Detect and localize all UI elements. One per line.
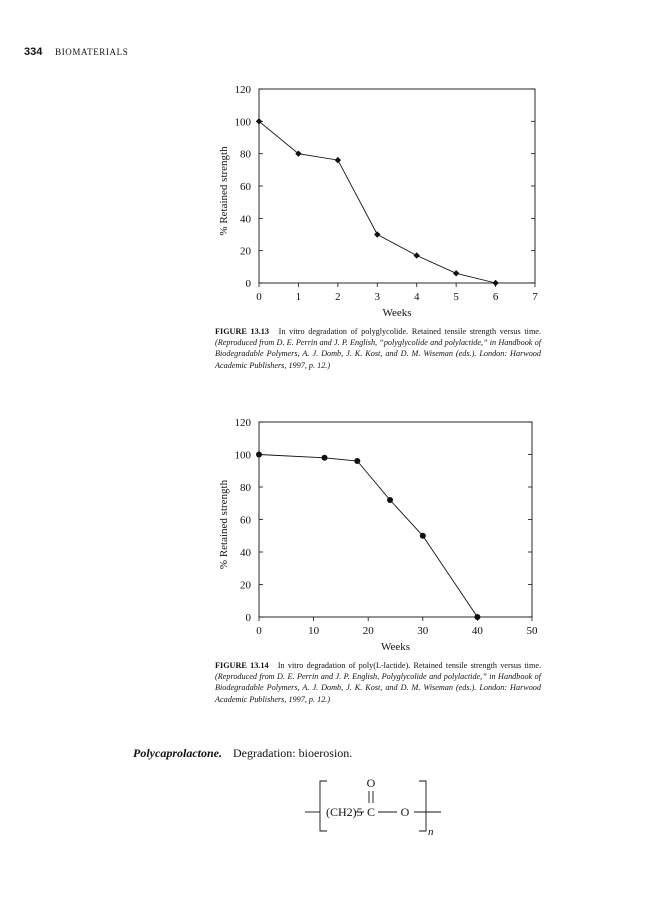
section-title: Polycaprolactone. [133,746,222,760]
y-tick-label: 100 [234,116,251,129]
y-tick-label: 60 [240,514,251,527]
x-tick-label: 3 [374,291,381,303]
x-tick-label: 10 [308,625,320,637]
y-tick-label: 80 [240,148,251,161]
data-point [354,458,360,464]
bracket-right [419,781,426,831]
data-point [420,533,426,539]
y-tick-label: 80 [240,482,251,494]
x-tick-label: 7 [532,291,538,303]
y-tick-label: 60 [240,181,251,193]
x-tick-label: 4 [413,291,420,303]
x-tick-label: 50 [526,625,538,637]
x-tick-label: 30 [417,625,429,637]
figure-label: FIGURE 13.13 [215,327,269,336]
figure-caption-13-14 [215,660,541,705]
carbonyl-oxygen: O [366,776,376,790]
data-point [492,280,498,286]
x-tick-label: 6 [492,291,499,303]
page-number: 334 [24,46,43,58]
y-tick-label: 20 [240,579,251,592]
y-axis-label: % Retained strength [218,479,230,570]
y-tick-label: 0 [245,278,251,290]
section-paragraph [133,746,352,761]
data-point [335,157,341,163]
figure-label: FIGURE 13.14 [215,661,269,670]
data-point [474,614,480,620]
ch2-group: (CH2)5 [326,805,363,819]
y-tick-label: 20 [240,245,251,258]
x-tick-label: 5 [453,291,459,303]
data-point [453,270,459,276]
data-point [387,497,393,503]
y-tick-label: 100 [234,449,251,462]
data-point [374,231,380,237]
caption-text: In vitro degradation of poly(L-lactide). Retained tensile strength versus time. [277,661,542,670]
caption-source: (Reproduced from D. E. Perrin and J. P. English, “polyglycolide and polylactide,” in Handbook of Biodegradable Polymers, A. J. Domb, J. K. Kost, and D. M. Wiseman (eds.). London: Harwood Academic Publishers, 1997, p. 12.) [215,338,541,370]
ester-oxygen: O [400,805,410,819]
chart-polyglycolide [0,0,669,330]
carbon-atom: C [366,805,376,819]
running-title: BIOMATERIALS [55,47,129,57]
data-point [414,252,420,258]
data-point [256,452,262,458]
caption-text: In vitro degradation of polyglycolide. Retained tensile strength versus time. [278,327,541,336]
caption-source: (Reproduced from D. E. Perrin and J. P. English, Polyglycolide and polylactide,” in Handbook of Biodegradable Polymers, A. J. Domb, J. K. Kost, and D. M. Wiseman (eds.). London: Harwood Academic Publishers, 1997, p. 12.) [215,672,541,704]
chemical-formula [300,775,470,845]
repeat-subscript: n [428,826,434,838]
y-tick-label: 40 [240,213,251,226]
y-tick-label: 40 [240,547,251,559]
x-tick-label: 0 [256,291,262,303]
y-tick-label: 0 [245,612,251,624]
x-tick-label: 20 [362,625,374,637]
x-axis-label: Weeks [380,641,411,653]
x-tick-label: 2 [335,291,341,303]
data-point [322,455,328,461]
chart-poly-l-lactide [0,335,669,665]
y-tick-label: 120 [234,417,251,429]
plot-frame [259,89,535,283]
x-axis-label: Weeks [382,307,412,319]
y-tick-label: 120 [234,84,251,96]
x-tick-label: 0 [256,625,262,637]
plot-frame [259,422,532,617]
section-text: Degradation: bioerosion. [232,746,353,760]
y-axis-label: % Retained strength [218,146,230,236]
x-tick-label: 1 [295,291,302,303]
series-line [259,455,477,618]
series-line [259,121,496,283]
x-tick-label: 40 [471,625,483,637]
